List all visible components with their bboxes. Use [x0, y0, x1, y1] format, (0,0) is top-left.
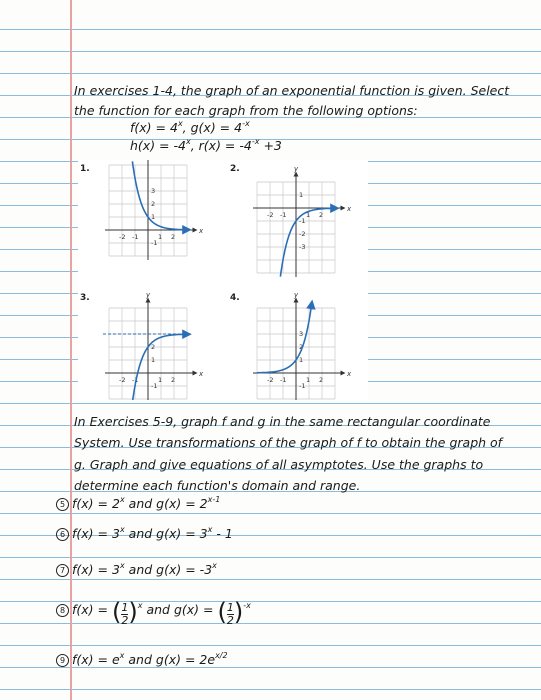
y-tick-label: 3 — [151, 187, 156, 195]
x-tick-label: -1 — [280, 211, 287, 219]
x-tick-label: -1 — [132, 376, 139, 384]
option-r-exponent: -x — [251, 137, 260, 146]
graph-1 — [105, 160, 204, 260]
y-tick-label: 1 — [299, 191, 304, 199]
y-tick-label: -1 — [299, 382, 306, 390]
exercise-f-exp: x — [137, 601, 143, 610]
y-tick-label: -1 — [151, 382, 158, 390]
exercise-number: 9 — [56, 654, 69, 667]
part2-line-4: determine each function's domain and range. — [74, 478, 361, 493]
option-h: h(x) = -4 — [130, 138, 186, 153]
paren-open: ( — [111, 598, 122, 626]
exercise-g-exp: x-1 — [207, 495, 221, 504]
exercise-g-exp: x — [207, 525, 213, 534]
graphs-svg — [78, 160, 368, 400]
part2-line-2: System. Use transformations of the graph of f to obtain the graph of — [74, 435, 503, 450]
x-tick-label: 2 — [171, 376, 176, 384]
x-tick-label: 1 — [306, 376, 311, 384]
fraction-g-den: 2 — [226, 614, 234, 627]
y-tick-label: 2 — [151, 200, 156, 208]
graph-4 — [253, 291, 352, 400]
option-f-exponent: x — [177, 119, 183, 128]
fraction-f-num: 1 — [121, 601, 129, 614]
y-tick-label: 2 — [299, 343, 304, 351]
intro-line-1: In exercises 1-4, the graph of an exponential function is given. Select — [74, 83, 510, 98]
graph-3 — [103, 291, 204, 400]
exercise-g: g(x) = 3 — [156, 526, 208, 541]
exercise-g: g(x) = — [173, 602, 214, 617]
fraction-f — [121, 602, 128, 627]
graphs-panel — [78, 160, 368, 400]
function-curve — [132, 161, 187, 229]
y-axis-label: y — [146, 291, 151, 299]
exercise-number: 8 — [56, 604, 69, 617]
y-tick-label: -1 — [151, 239, 158, 247]
x-tick-label: 2 — [171, 233, 176, 241]
graph-4-label: 4. — [230, 293, 240, 303]
paren-close: ) — [128, 598, 138, 626]
x-tick-label: -2 — [267, 376, 274, 384]
x-tick-label: 2 — [319, 211, 324, 219]
y-tick-label: -2 — [299, 230, 306, 238]
options-row-1: $f(x) = 4^x$, $g(x) = 4^{-x}$ — [130, 119, 250, 135]
exercise-8 — [56, 600, 251, 627]
exercise-g-exp: x — [212, 561, 217, 570]
part2-line-1: In Exercises 5-9, graph f and g in the same rectangular coordinate — [74, 414, 491, 429]
x-tick-label: 2 — [319, 376, 324, 384]
exercise-and: and — [128, 526, 153, 541]
x-axis-label: x — [199, 227, 204, 235]
function-curve — [132, 334, 187, 400]
graph-3-label: 3. — [80, 293, 90, 303]
x-axis-label: x — [347, 370, 352, 378]
fraction-g — [227, 602, 234, 627]
margin-line — [70, 0, 72, 700]
exercise-6 — [56, 525, 233, 541]
exercise-and: and — [146, 602, 170, 617]
exercise-g: g(x) = -3 — [156, 562, 213, 577]
x-tick-label: -1 — [132, 233, 139, 241]
exercise-f-exp: x — [119, 561, 125, 570]
options-row-2: $h(x) = -4^x$, $r(x) = -4^{-x} +3$ — [130, 137, 282, 153]
exercise-f: f(x) = 3 — [72, 526, 120, 541]
option-r: r(x) = -4 — [198, 138, 252, 153]
exercise-f: f(x) = 3 — [72, 562, 120, 577]
exercise-f: f(x) = — [72, 602, 108, 617]
y-tick-label: 1 — [299, 356, 304, 364]
part2-line-3: g. Graph and give equations of all asymptotes. Use the graphs to — [74, 457, 484, 472]
exercise-number: 5 — [56, 498, 69, 511]
x-tick-label: 1 — [158, 233, 163, 241]
exercise-9 — [56, 651, 228, 667]
graph-2-label: 2. — [230, 164, 240, 174]
x-tick-label: -2 — [267, 211, 274, 219]
option-g: g(x) = 4 — [190, 120, 243, 135]
exercise-f: f(x) = 2 — [72, 496, 120, 511]
x-tick-label: 1 — [306, 211, 311, 219]
fraction-g-num: 1 — [226, 601, 234, 614]
exercise-g-exp: x/2 — [215, 651, 228, 660]
function-curve — [257, 304, 312, 372]
exercise-and: and — [128, 562, 153, 577]
exercise-g-exp: -x — [243, 601, 251, 610]
exercise-and: and — [128, 496, 153, 511]
x-tick-label: -2 — [119, 233, 126, 241]
y-tick-label: 1 — [151, 356, 156, 364]
exercise-f-exp: x — [119, 651, 125, 660]
graph-1-label: 1. — [80, 164, 90, 174]
x-axis-label: x — [199, 370, 204, 378]
fraction-f-den: 2 — [121, 614, 129, 627]
exercise-number: 7 — [56, 564, 69, 577]
x-tick-label: -1 — [280, 376, 287, 384]
exercise-g-tail: - 1 — [216, 526, 233, 541]
option-f: f(x) = 4 — [130, 120, 178, 135]
exercise-f-exp: x — [119, 495, 125, 504]
x-tick-label: 1 — [158, 376, 163, 384]
exercise-5 — [56, 495, 221, 511]
option-r-tail: +3 — [263, 138, 282, 153]
exercise-7 — [56, 561, 217, 577]
graph-2 — [253, 165, 352, 277]
intro-line-2: the function for each graph from the following options: — [74, 103, 418, 118]
exercise-f-exp: x — [119, 525, 125, 534]
y-tick-label: 3 — [299, 330, 304, 338]
y-tick-label: 1 — [151, 213, 156, 221]
exercise-f: f(x) = e — [72, 652, 120, 667]
exercise-and: and — [128, 652, 152, 667]
y-tick-label: -1 — [299, 217, 306, 225]
paren-open: ( — [217, 598, 227, 626]
exercise-g: g(x) = 2 — [156, 496, 208, 511]
x-tick-label: -2 — [119, 376, 126, 384]
y-tick-label: 2 — [151, 343, 156, 351]
option-h-exponent: x — [185, 137, 191, 146]
y-axis-label: y — [294, 291, 299, 299]
x-axis-label: x — [347, 205, 352, 213]
y-tick-label: -3 — [299, 243, 306, 251]
paren-close: ) — [233, 598, 244, 626]
y-axis-label: y — [294, 165, 299, 173]
exercise-number: 6 — [56, 528, 69, 541]
option-g-exponent: -x — [242, 119, 250, 128]
exercise-g: g(x) = 2e — [155, 652, 216, 667]
